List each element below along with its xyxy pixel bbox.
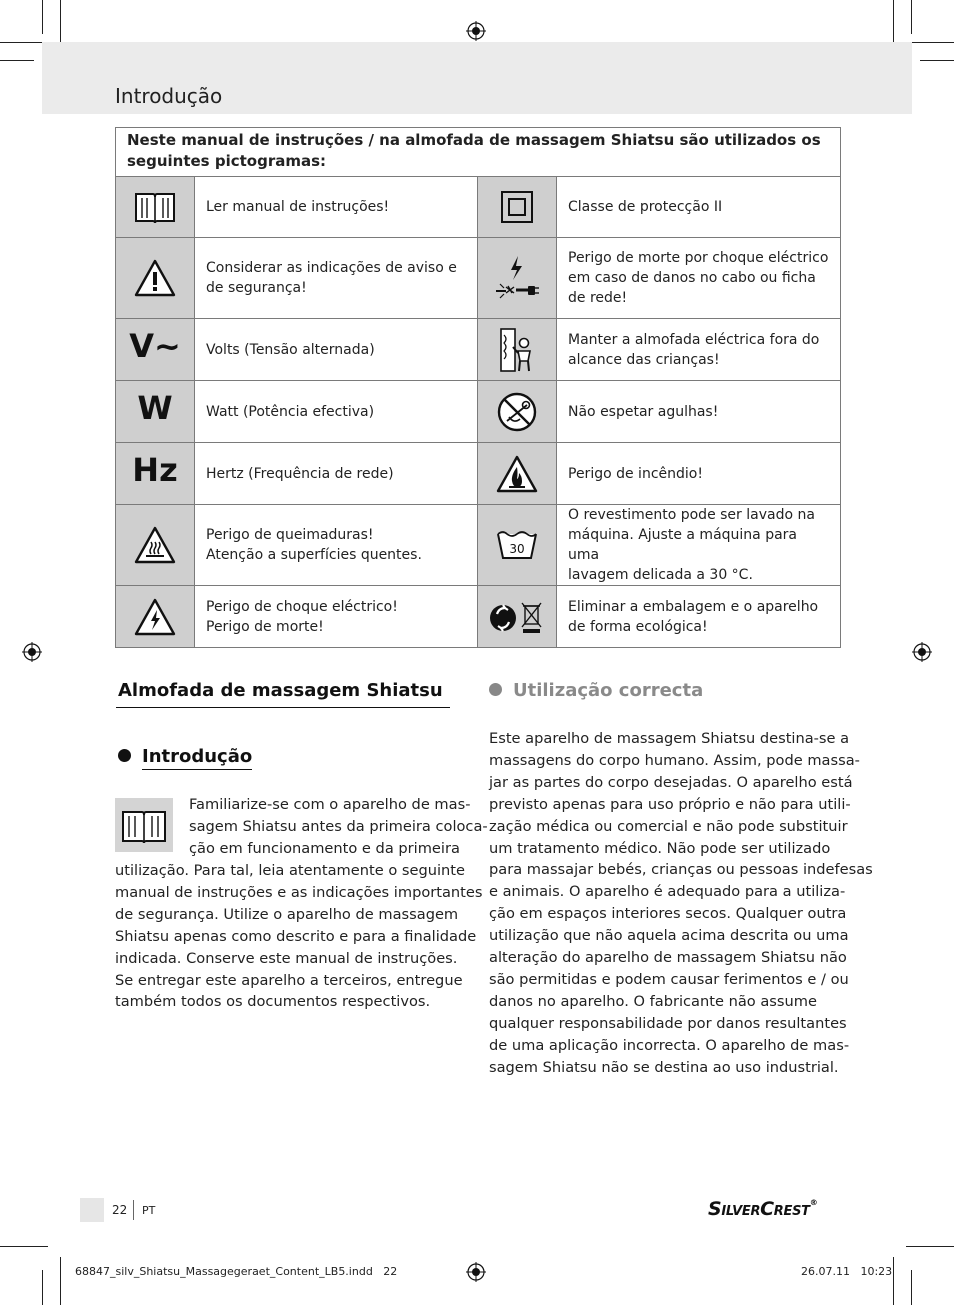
text-line: Perigo de incêndio! xyxy=(568,465,703,482)
warning-triangle-icon xyxy=(116,238,195,319)
product-title-underline xyxy=(116,707,450,708)
text-line: um tratamento médico. Não pode ser utilizado xyxy=(489,839,831,857)
text-line: zação médica ou comercial e não pode substituir xyxy=(489,817,848,835)
pictogram-description xyxy=(557,381,841,443)
hertz-icon xyxy=(116,443,195,505)
book-icon xyxy=(115,798,173,852)
volts-symbol: V~ xyxy=(129,327,181,365)
crop-mark xyxy=(42,1270,43,1305)
pictogram-table xyxy=(115,127,841,648)
brand-name: SilverCrest xyxy=(708,1198,810,1220)
text-line: também todos os documentos respectivos. xyxy=(115,993,431,1011)
registration-mark-icon xyxy=(466,1262,486,1282)
pictogram-description xyxy=(195,381,478,443)
crop-mark xyxy=(60,0,61,48)
pictogram-description xyxy=(195,238,478,319)
text-line: de segurança! xyxy=(206,280,307,296)
pictogram-description xyxy=(557,505,841,586)
text-line: Ler manual de instruções! xyxy=(206,199,390,215)
pictogram-description xyxy=(557,443,841,505)
bullet-icon xyxy=(489,683,502,696)
text-line: e animais. O aparelho é adequado para a utiliza- xyxy=(489,883,846,901)
text-line: manual de instruções e as indicações importantes xyxy=(115,883,483,901)
intro-heading xyxy=(118,746,252,767)
pictogram-description xyxy=(557,319,841,381)
registration-mark-icon xyxy=(466,21,486,41)
crop-mark xyxy=(60,1257,61,1305)
pictogram-description xyxy=(195,177,478,238)
intro-paragraph-top xyxy=(189,794,488,860)
text-line: em caso de danos no cabo ou ficha xyxy=(568,270,816,286)
text-line: sagem Shiatsu não se destina ao uso industrial. xyxy=(489,1058,839,1076)
pictogram-table-heading: Neste manual de instruções / na almofada de massagem Shiatsu são utilizados os seguintes pictogramas: xyxy=(116,128,841,177)
text-line: Não espetar agulhas! xyxy=(568,403,719,420)
crop-mark xyxy=(0,1246,48,1247)
cable-shock-icon xyxy=(478,238,557,319)
text-line: previsto apenas para uso próprio e não para utili- xyxy=(489,795,851,813)
text-line: ção em funcionamento e da primeira xyxy=(189,839,460,857)
text-line: utilização que não aquela acima descrita ou uma xyxy=(489,927,849,945)
text-line: qualquer responsabilidade por danos resultantes xyxy=(489,1014,847,1032)
recycle-weee-icon xyxy=(478,586,557,648)
text-line: Se entregar este aparelho a terceiros, entregue xyxy=(115,971,463,989)
text-line: alcance das crianças! xyxy=(568,351,720,368)
text-line: máquina. Ajuste a máquina para uma xyxy=(568,527,798,563)
crop-mark xyxy=(911,0,912,34)
text-line: de forma ecológica! xyxy=(568,618,708,635)
text-line: Volts (Tensão alternada) xyxy=(206,341,375,358)
text-line: danos no aparelho. O fabricante não assume xyxy=(489,992,817,1010)
pictogram-description xyxy=(195,443,478,505)
text-line: Perigo de queimaduras! xyxy=(206,527,374,543)
crop-mark xyxy=(42,0,43,34)
page-title: Introdução xyxy=(115,84,223,108)
electric-shock-icon xyxy=(116,586,195,648)
slug-date: 26.07.11 10:23 xyxy=(801,1265,893,1278)
pictogram-description xyxy=(557,177,841,238)
page-number: 22 xyxy=(112,1203,128,1217)
hot-surface-icon xyxy=(116,505,195,586)
pictogram-description xyxy=(195,586,478,648)
crop-mark xyxy=(920,60,954,61)
text-line: Shiatsu apenas como descrito e para a finalidade xyxy=(115,927,477,945)
text-line: O revestimento pode ser lavado na xyxy=(568,507,815,523)
text-line: Watt (Potência efectiva) xyxy=(206,403,375,420)
pictogram-description xyxy=(195,319,478,381)
pictogram-description xyxy=(195,505,478,586)
text-line: de uma aplicação incorrecta. O aparelho de mas- xyxy=(489,1036,850,1054)
text-line: Manter a almofada eléctrica fora do xyxy=(568,331,820,348)
text-line: Hertz (Frequência de rede) xyxy=(206,465,394,482)
brand-registered-mark: ® xyxy=(809,1198,818,1207)
crop-mark xyxy=(911,1270,912,1305)
usage-heading xyxy=(489,680,703,701)
text-line: Perigo de morte por choque eléctrico xyxy=(568,250,829,266)
intro-heading-text: Introdução xyxy=(142,746,252,770)
crop-mark xyxy=(906,1246,954,1247)
text-line: Eliminar a embalagem e o aparelho xyxy=(568,598,819,615)
text-line: indicada. Conserve este manual de instruções. xyxy=(115,949,458,967)
text-line: de rede! xyxy=(568,290,628,306)
page-tab xyxy=(80,1198,104,1222)
crop-mark xyxy=(0,60,34,61)
text-line: Considerar as indicações de aviso e xyxy=(206,260,457,276)
book-icon xyxy=(116,177,195,238)
double-square-icon xyxy=(478,177,557,238)
crop-mark xyxy=(893,1257,894,1305)
text-line: Classe de protecção II xyxy=(568,199,723,215)
pictogram-description xyxy=(557,586,841,648)
child-safety-icon xyxy=(478,319,557,381)
watt-symbol: W xyxy=(137,389,173,427)
usage-paragraph xyxy=(489,728,873,1079)
wash-temperature: 30 xyxy=(509,542,525,556)
text-line: utilização. Para tal, leia atentamente o seguinte xyxy=(115,862,466,879)
language-code: PT xyxy=(142,1204,156,1217)
text-line: lavagem delicada a 30 °C. xyxy=(568,567,753,583)
watt-icon xyxy=(116,381,195,443)
text-line: Familiarize-se com o aparelho de mas- xyxy=(189,796,471,813)
text-line: Perigo de morte! xyxy=(206,618,324,635)
text-line: para massajar bebés, crianças ou pessoas indefesas xyxy=(489,861,873,879)
crop-mark xyxy=(906,42,954,43)
hertz-symbol: Hz xyxy=(132,451,178,489)
crop-mark xyxy=(0,42,48,43)
text-line: sagem Shiatsu antes da primeira coloca- xyxy=(189,817,488,835)
bullet-icon xyxy=(118,749,131,762)
registration-mark-icon xyxy=(22,642,42,662)
usage-heading-text: Utilização correcta xyxy=(513,680,704,701)
text-line: ção em espaços interiores secos. Qualquer outra xyxy=(489,905,847,923)
no-needles-icon xyxy=(478,381,557,443)
footer-divider xyxy=(133,1200,134,1220)
text-line: massagens do corpo humano. Assim, pode massa- xyxy=(489,751,860,769)
text-line: Atenção a superfícies quentes. xyxy=(206,547,422,563)
text-line: Perigo de choque eléctrico! xyxy=(206,598,398,615)
text-line: alteração do aparelho de massagem Shiatsu não xyxy=(489,949,847,967)
text-line: são permitidas e podem causar ferimentos e / ou xyxy=(489,970,849,988)
text-line: jar as partes do corpo desejadas. O aparelho está xyxy=(489,773,853,791)
volts-ac-icon xyxy=(116,319,195,381)
text-line: de segurança. Utilize o aparelho de massagem xyxy=(115,905,459,923)
slug-file: 68847_silv_Shiatsu_Massagegeraet_Content_LB5.indd 22 xyxy=(75,1265,398,1278)
pictogram-description xyxy=(557,238,841,319)
crop-mark xyxy=(893,0,894,48)
text-line: Este aparelho de massagem Shiatsu destina-se a xyxy=(489,730,850,747)
product-title: Almofada de massagem Shiatsu xyxy=(118,680,443,701)
wash-30-icon xyxy=(478,505,557,586)
intro-paragraph xyxy=(115,860,482,1013)
registration-mark-icon xyxy=(912,642,932,662)
fire-hazard-icon xyxy=(478,443,557,505)
brand-logo xyxy=(708,1198,817,1220)
